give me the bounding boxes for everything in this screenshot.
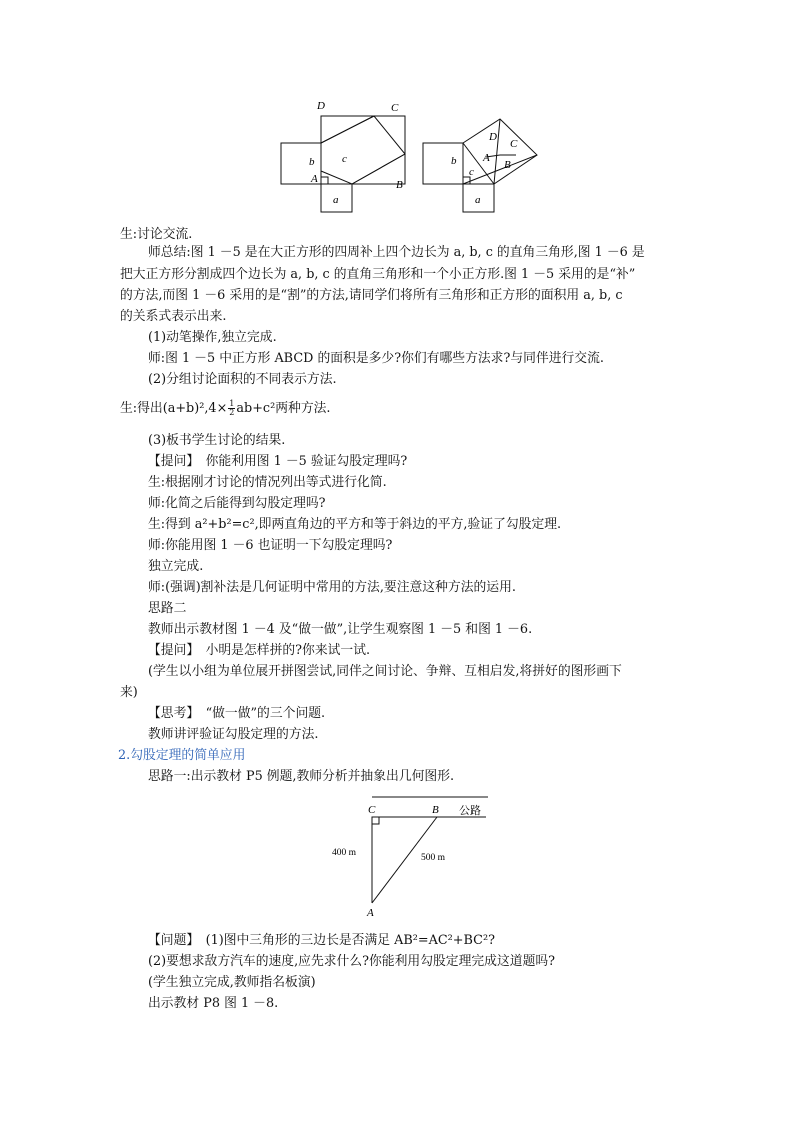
label-a: A <box>367 907 374 919</box>
label-ab-length: 500 m <box>421 853 446 863</box>
label-c: C <box>510 138 518 150</box>
label-b: b <box>309 156 315 168</box>
label-a: a <box>475 194 481 206</box>
label-d: D <box>489 131 497 143</box>
label-c: C <box>368 804 376 816</box>
label-c: C <box>391 102 399 114</box>
label-b-point: B <box>504 159 511 171</box>
text-line: 出示教材 P8 图 1 －8. <box>148 996 279 1011</box>
label-road: 公路 <box>459 804 481 817</box>
label-c-hyp: c <box>342 153 347 165</box>
text-line: 师:你能用图 1 －6 也证明一下勾股定理吗? <box>148 538 393 553</box>
text-line: 独立完成. <box>148 559 204 574</box>
figure-1-5 <box>278 96 408 218</box>
text-line: 师:化简之后能得到勾股定理吗? <box>148 496 326 511</box>
text-line: 师:(强调)割补法是几何证明中常用的方法,要注意这种方法的运用. <box>148 580 516 595</box>
label-ac-length: 400 m <box>332 848 357 858</box>
text-line: 【提问】 你能利用图 1 －5 验证勾股定理吗? <box>148 454 408 469</box>
text-line: 把大正方形分割成四个边长为 a, b, c 的直角三角形和一个小正方形.图 1 －5 采用的是“补” <box>120 267 636 282</box>
text-line: 的关系式表示出来. <box>120 309 227 324</box>
figure-road <box>328 790 498 920</box>
text-line: (2)分组讨论面积的不同表示方法. <box>148 372 337 387</box>
text-line: (3)板书学生讨论的结果. <box>148 433 286 448</box>
label-b: B <box>432 804 439 816</box>
label-c-hyp: c <box>469 166 474 178</box>
label-a-point: A <box>483 152 490 164</box>
label-d: D <box>317 100 325 112</box>
label-a: a <box>333 194 339 206</box>
label-b-point: B <box>396 179 403 191</box>
label-a-point: A <box>311 173 318 185</box>
text-line: 师:图 1 －5 中正方形 ABCD 的面积是多少?你们有哪些方法求?与同伴进行交流. <box>148 351 604 366</box>
section-heading: 2.勾股定理的简单应用 <box>118 748 246 763</box>
text-line: 生:讨论交流. <box>120 227 193 242</box>
text-line: (学生以小组为单位展开拼图尝试,同伴之间讨论、争辩、互相启发,将拼好的图形画下 <box>148 664 622 679</box>
fraction-one-half: $\frac{1}{2}$ <box>229 399 235 417</box>
text-line: 来) <box>120 685 138 700</box>
text-line: 思路一:出示教材 P5 例题,教师分析并抽象出几何图形. <box>148 769 455 784</box>
text-line: 【提问】 小明是怎样拼的?你来试一试. <box>148 643 371 658</box>
label-b: b <box>451 155 457 167</box>
text-line: 【思考】 “做一做”的三个问题. <box>148 706 326 721</box>
formula-prefix: 生:得出(a+b)²,4× <box>120 401 228 416</box>
text-line: 思路二 <box>148 601 187 616</box>
text-line: 教师出示教材图 1 －4 及“做一做”,让学生观察图 1 －5 和图 1 －6. <box>148 622 533 637</box>
formula-suffix: ab+c²两种方法. <box>236 401 331 416</box>
text-line: 的方法,而图 1 －6 采用的是“割”的方法,请同学们将所有三角形和正方形的面积用 a, b, c <box>120 288 623 303</box>
formula-line <box>120 400 331 418</box>
text-line: 生:得到 a²+b²=c²,即两直角边的平方和等于斜边的平方,验证了勾股定理. <box>148 517 562 532</box>
figure-1-6 <box>420 112 540 216</box>
text-line: 教师讲评验证勾股定理的方法. <box>148 727 319 742</box>
text-line: (2)要想求敌方汽车的速度,应先求什么?你能利用勾股定理完成这道题吗? <box>148 954 556 969</box>
text-line: 师总结:图 1 －5 是在大正方形的四周补上四个边长为 a, b, c 的直角三角形,图 1 －6 是 <box>148 245 645 260</box>
text-line: (1)动笔操作,独立完成. <box>148 330 277 345</box>
text-line: 生:根据刚才讨论的情况列出等式进行化简. <box>148 475 387 490</box>
text-line: (学生独立完成,教师指名板演) <box>148 975 316 990</box>
text-line: 【问题】 (1)图中三角形的三边长是否满足 AB²=AC²+BC²? <box>148 933 495 948</box>
